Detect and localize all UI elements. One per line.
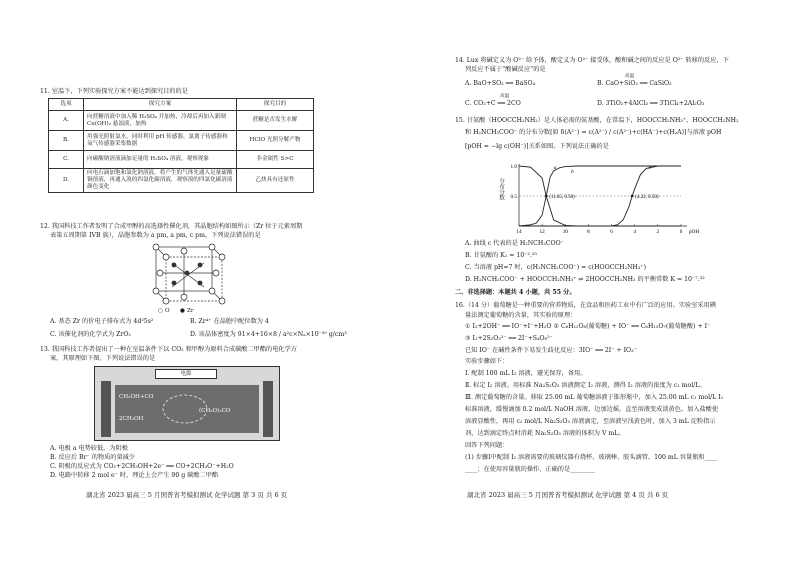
q13-line1: 13. 我国科技工作者提出了一种在室温条件下以 CO₂ 和甲醇为原料合成碳酸二甲酯的电化学方 [40, 346, 297, 353]
q16-step-3: Ⅲ. 测定葡萄糖的含量。移取 25.00 mL 葡萄糖溶液于锥形瓶中，加入 25.00 mL c₁ mol/L I₂ [465, 394, 724, 401]
q15-line1: 15. 甘氨酸（HOOCCH₂NH₂）是人体必需的氨基酸，在常温下，HOOCCH₂NH₃⁺、HOOCCH₂NH₂ [455, 117, 739, 124]
plan-cell: 向蔗糖溶液中加入稀 H₂SO₄ 并加热，冷却后再加入新制 Cu(OH)₂ 悬浊液，加热 [84, 111, 237, 131]
q16-steps-title: 实验步骤如下： [465, 358, 509, 365]
q16-answer-title: 回答下列问题： [465, 442, 509, 449]
q16-answer-1: (1) 步骤Ⅰ中配制 I₂ 溶液需要的玻璃仪器有烧杯、玻璃棒、胶头滴管、100 mL 容量瓶和____ [465, 454, 717, 461]
annotation-point [631, 195, 634, 198]
q15-option-c: C. 当溶液 pH=7 时，c(H₂NCH₂COO⁻) = c(HOOCCH₂NH₃⁺) [465, 264, 646, 271]
q11-stem: 11. 室温下，下列实验探究方案不能达到探究目的的是 [40, 88, 188, 95]
chart-y-label: 分布分数 [498, 178, 504, 201]
right-page [397, 0, 794, 562]
plan-cell: 向电石滴加饱和氯化钠溶液，将产生的气体先通入足量硫酸铜溶液，再通入溴的四氯化碳溶液，观察溴的四氯化碳溶液颜色变化 [84, 169, 237, 193]
q11-table [48, 98, 314, 193]
table-header: 选项 [49, 99, 84, 111]
annotation-label: (11.65, 0.50) [549, 195, 575, 200]
legend-o-icon: ○ [158, 308, 163, 314]
goal-cell: 蔗糖是否发生水解 [237, 111, 314, 131]
option-cell: A. [49, 111, 84, 131]
electrolysis-cell-diagram [94, 366, 280, 441]
electrode-a [101, 381, 111, 437]
q12-line2: 表第五周期第 IVB 族），晶胞参数为 a pm, a pm, c pm。下列说法错误的是 [50, 232, 261, 239]
q15-option-b: B. 甘氨酸的 K₁ = 10⁻².³⁵ [465, 252, 537, 259]
q12-option-c: C. 该催化剂的化学式为 ZrO₂ [50, 331, 131, 338]
page-footer: 湖北省 2023 届高三 5 月国普省考模拟测试 化学试题 第 3 页 共 6 页 [86, 491, 288, 499]
cell-left-label-2: 2CH₃OH [119, 416, 144, 422]
reaction-cycle-icon [155, 389, 215, 429]
y-tick-label: 0.5 [510, 194, 517, 200]
table-row [49, 131, 314, 151]
option-cell: B. [49, 131, 84, 151]
y-tick-label: 1.0 [510, 164, 517, 170]
option-cell: D. [49, 169, 84, 193]
q14-line2: 列反应不属于“酸碱反应”的是 [465, 66, 546, 73]
legend-o-label: O [165, 308, 170, 314]
q16-step-5: 溶液显酸性，再用 c₂ mol/L Na₂S₂O₃ 溶液滴定，至溶液呈浅黄色时，加入 3 mL 淀粉指示 [465, 418, 716, 425]
electrode-b [263, 381, 273, 437]
annotation-point [545, 195, 548, 198]
q14-option-c-condition: 高温 [500, 94, 510, 99]
q13-option-a: A. 电极 a 电势较低，为阴极 [50, 445, 128, 452]
option-cell: C. [49, 151, 84, 169]
section-2-title: 二、非选择题：本题共 4 小题，共 55 分。 [455, 289, 576, 296]
q14-option-d: D. 3TiO₂+4AlCl₃ ══ 3TiCl₄+2Al₂O₃ [597, 100, 705, 107]
q13-option-b: B. 反应后 Br⁻ 的物质的量减少 [50, 454, 136, 461]
cell-left-label: CH₃OH+CO [119, 394, 154, 400]
q15-option-a: A. 曲线 c 代表的是 H₂NCH₂COO⁻ [465, 240, 564, 247]
table-row [49, 111, 314, 131]
legend-zr-icon: ● [180, 308, 185, 314]
q16-answer-2: ____；在使用容量瓶的操作，正确的是________ [465, 466, 595, 473]
table-header: 探究方案 [84, 99, 237, 111]
crystal-cell-diagram [142, 243, 232, 307]
q16-step-1: Ⅰ. 配制 100 mL I₂ 溶液，避光保存，备用。 [465, 370, 587, 377]
x-tick-label: 14 [516, 229, 522, 235]
q14-option-b: B. CaO+SiO₂ ══ CaSiO₃ [597, 80, 672, 87]
plan-cell: 向碳酸钠溶液滴加足量的 H₂SO₄ 溶液，观察现象 [84, 151, 237, 169]
q16-step-6: 剂，达到滴定终点时消耗 Na₂S₂O₃ 溶液的体积为 V mL。 [465, 430, 625, 437]
q12-line1: 12. 我国科技工作者发明了合成甲醇的高选择性催化剂，其晶胞结构如图所示（Zr 位于元素周期 [40, 223, 303, 230]
q15-line3: [pOH = −lg c(OH⁻)]关系如图。下列说法正确的是 [465, 143, 609, 150]
goal-cell: 乙炔具有还原性 [237, 169, 314, 193]
q16-note: 已知 IO⁻ 在碱性条件下易发生歧化反应：3IO⁻ ══ 2I⁻ + IO₃⁻ [465, 347, 637, 354]
page-footer: 湖北省 2023 届高三 5 月国普省考模拟测试 化学试题 第 4 页 共 6 页 [467, 491, 669, 499]
distribution-chart [505, 160, 705, 242]
q14-line1: 14. Lux 将碱定义为 O²⁻ 给予体，酸定义为 O²⁻ 接受体，酸和碱之间的反应是 O²⁻ 转移的反应，下 [455, 57, 729, 64]
x-axis-label: pOH [689, 229, 700, 235]
q15-option-d: D. H₂NCH₂COO⁻ + HOOCCH₂NH₃⁺ ⇌ 2HOOCCH₂NH₂ 的平衡常数 K = 10⁻⁷.³² [465, 276, 705, 283]
q14-option-b-condition: 高温 [625, 74, 635, 79]
table-row [49, 151, 314, 169]
goal-cell: 非金属性 S>C [237, 151, 314, 169]
q15-line2: 和 H₂NCH₂COO⁻ 的分布分数[如 δ(A²⁻) = c(A²⁻) / c(A²⁻)+c(HA⁻)+c(H₂A)]与溶液 pOH [465, 129, 722, 136]
series-label: b [571, 169, 574, 176]
x-tick-label: 4 [633, 229, 637, 235]
table-header-row [49, 99, 314, 111]
q14-option-c: C. CO₂+C ══ 2CO [465, 100, 521, 107]
x-tick-label: 10 [562, 229, 568, 235]
x-tick-label: 8 [587, 229, 590, 235]
q13-option-c: C. 阴极的反应式为 CO₂+2CH₃OH+2e⁻ ══ CO+2CH₃O⁻+H₂O [50, 463, 234, 470]
table-header: 探究目的 [237, 99, 314, 111]
power-source-box: 电源 [155, 369, 217, 379]
cell-right-label: (CH₃O)₂CO [199, 408, 231, 414]
q12-option-b: B. Zr⁴⁺ 在晶胞中配位数为 4 [190, 318, 269, 325]
q16-equation-2: ③ I₂+2S₂O₃²⁻ ══ 2I⁻+S₄O₆²⁻ [465, 335, 553, 342]
q14-option-a: A. BaO+SO₂ ══ BaSO₄ [465, 80, 536, 87]
q16-line2: 量法测定葡萄糖的含量，其实验的原理： [465, 312, 577, 319]
q16-line1: 16.（14 分）葡萄糖是一种重要的营养物质，在食品和医药工业中有广泛的应用。实验室采用碘 [455, 302, 716, 309]
x-tick-label: 6 [610, 229, 613, 235]
table-row [49, 169, 314, 193]
q13-line2: 案，其原理如下图。下列说法错误的是 [50, 355, 156, 362]
q16-step-2: Ⅱ. 标定 I₂ 溶液。用标准 Na₂S₂O₃ 溶液测定 I₂ 溶液，测得 I₂ 溶液的浓度为 c₁ mol/L。 [465, 382, 706, 389]
legend-zr-label: Zr [187, 308, 194, 314]
x-tick-label: 0 [679, 229, 683, 235]
q16-step-4: 标准溶液，缓慢滴加 0.2 mol/L NaOH 溶液，边加边摇，直至溶液变成淡黄色。加入盐酸使 [465, 406, 719, 413]
goal-cell: HClO 光照分解产物 [237, 131, 314, 151]
q16-equation-1: ① I₂+2OH⁻ ══ IO⁻+I⁻+H₂O ② C₆H₁₂O₆(葡萄糖) + IO⁻ ══ C₆H₁₂O₇(葡萄糖酸) + I⁻ [465, 323, 711, 330]
annotation-label: (4.22, 0.50) [635, 195, 659, 200]
plan-cell: 用强光照射氯水，同时利用 pH 传感器、氯离子传感器和氧气传感器采集数据 [84, 131, 237, 151]
x-tick-label: 12 [539, 229, 545, 235]
series-label: c [648, 165, 651, 171]
q12-option-a: A. 基态 Zr 的价电子排布式为 4d²5s² [50, 318, 154, 325]
series-label: a [553, 165, 557, 171]
q13-option-d: D. 电路中转移 2 mol e⁻ 时，理论上会产生 90 g 碳酸二甲酯 [50, 472, 219, 479]
q12-option-d: D. 该晶体密度为 91×4+16×8 / a²c×Nₐ×10⁻³⁰ g/cm³ [190, 331, 347, 338]
x-tick-label: 2 [656, 229, 660, 235]
